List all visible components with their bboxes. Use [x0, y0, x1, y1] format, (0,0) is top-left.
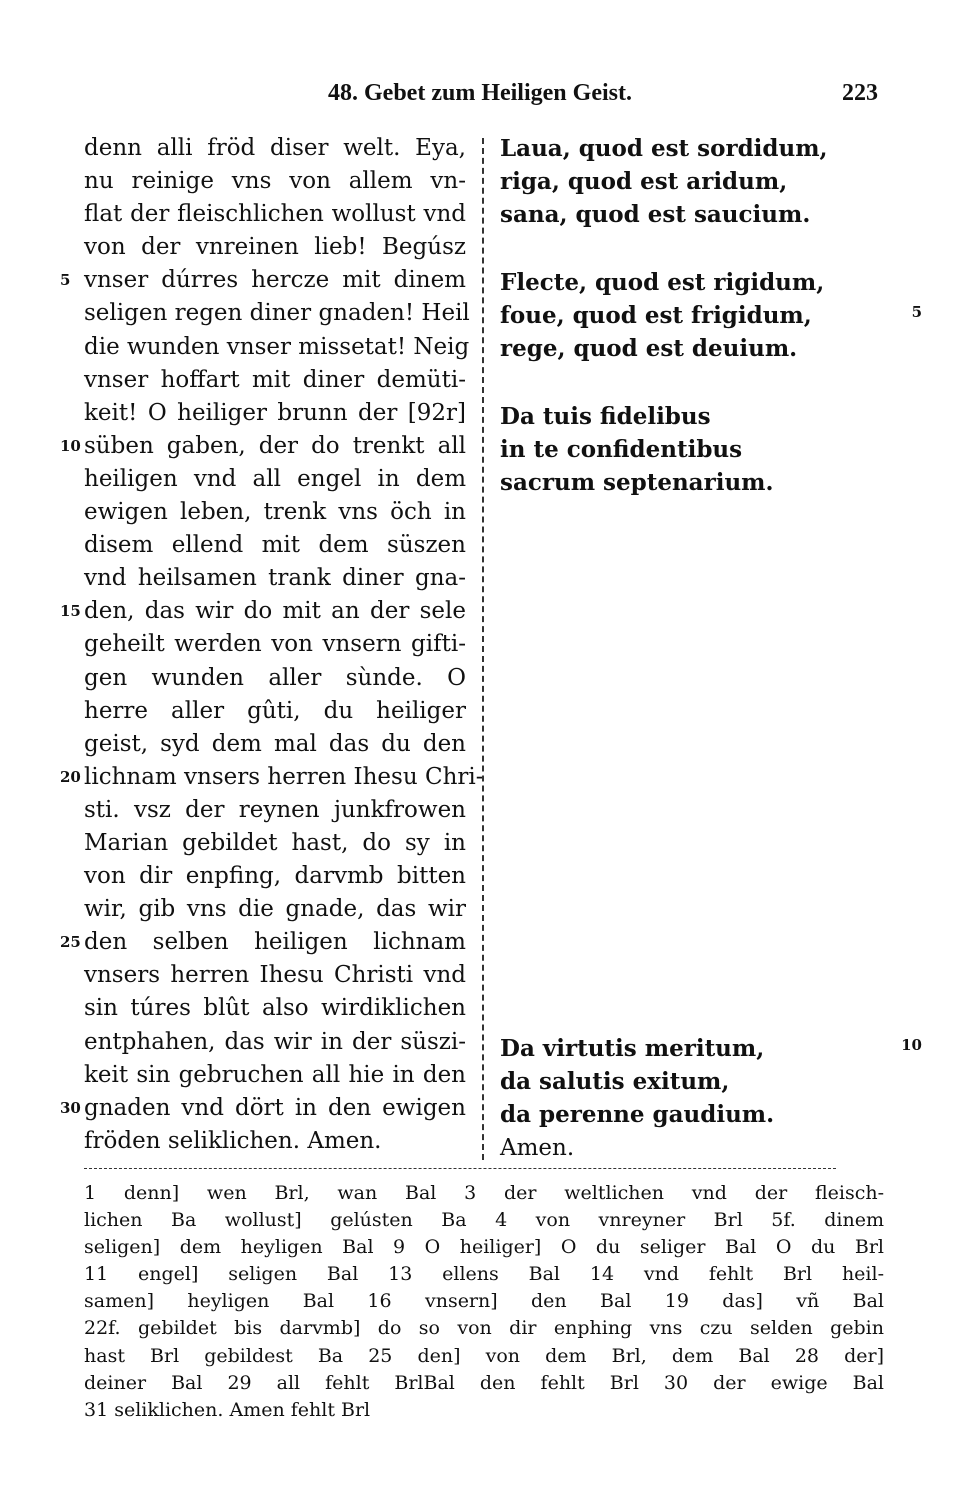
page-number: 223 [842, 80, 878, 106]
prose-line-text: gnaden vnd dört in den ewigen [84, 1094, 466, 1121]
prose-line-text: entphahen, das wir in der süszi- [84, 1028, 466, 1055]
prose-line-text: von der vnreinen lieb! Begúsz [84, 234, 466, 261]
prose-line [60, 430, 466, 463]
prose-line [84, 297, 470, 330]
verse-line: foue, quod est frigidum, [500, 302, 812, 330]
prose-line-text: fröden seliklichen. Amen. [84, 1127, 382, 1154]
prose-line [84, 1059, 466, 1092]
prose-line-text: heiligen vnd all engel in dem [84, 465, 466, 492]
footnote-line: seligen] dem heyligen Bal 9 O heiliger] O du seliger Bal O du Brl [84, 1236, 884, 1259]
prose-line-text: disem ellend mit dem süszen [84, 532, 466, 559]
verse-line: da perenne gaudium. [500, 1101, 775, 1129]
prose-line-text: geheilt werden von vnsern gifti- [84, 631, 466, 658]
prose-line [60, 264, 466, 297]
column-divider [482, 138, 484, 1160]
prose-line [84, 562, 466, 595]
prose-line [60, 595, 466, 628]
line-number: 20 [60, 767, 81, 786]
prose-line [84, 628, 466, 661]
footnote-line: 22f. gebildet bis darvmb] do so von dir enphing vns czu selden gebin [84, 1317, 884, 1340]
prose-line-text: den, das wir do mit an der sele [84, 598, 466, 625]
prose-line [84, 397, 466, 430]
line-number: 15 [60, 602, 81, 621]
prose-line-text: seligen regen diner gnaden! Heil [84, 300, 470, 327]
prose-line [84, 728, 466, 761]
verse-line: Amen. [500, 1134, 575, 1161]
line-number: 5 [60, 271, 71, 290]
verse-line: Laua, quod est sordidum, [500, 135, 828, 162]
prose-line [84, 827, 466, 860]
footnote-line: samen] heyligen Bal 16 vnsern] den Bal 19 das] vñ Bal [84, 1290, 884, 1313]
verse-line-number: 10 [901, 1036, 922, 1054]
line-number: 25 [60, 933, 81, 952]
prose-line-text: vnser hoffart mit diner demüti- [84, 366, 466, 393]
footnote-rule [84, 1168, 836, 1169]
footnote-line: 11 engel] seligen Bal 13 ellens Bal 14 vnd fehlt Brl heil- [84, 1263, 884, 1286]
prose-line-text: gen wunden aller sùnde. O [84, 664, 466, 691]
prose-line [84, 992, 466, 1025]
prose-line-text: sti. vsz der reynen junkfrowen [84, 796, 466, 823]
prose-line-text: vnsers herren Ihesu Christi vnd [84, 962, 466, 989]
verse-line: riga, quod est aridum, [500, 168, 788, 196]
prose-line [84, 463, 466, 496]
verse-stanza [500, 266, 824, 366]
prose-line [84, 893, 466, 926]
verse-stanza [500, 132, 828, 232]
verse-line: sacrum septenarium. [500, 469, 774, 497]
verse-line: Da tuis fidelibus [500, 403, 711, 430]
prose-line [84, 165, 466, 198]
verse-line: Flecte, quod est rigidum, [500, 269, 825, 296]
prose-line [84, 695, 466, 728]
prose-line-text: lichnam vnsers herren Ihesu Chri- [84, 763, 484, 790]
prose-line [84, 794, 466, 827]
line-number: 10 [60, 436, 81, 455]
prose-line-text: von dir enpfing, darvmb bitten [84, 863, 466, 890]
verse-line: rege, quod est deuium. [500, 335, 798, 363]
prose-line-text: süben gaben, der do trenkt all [84, 432, 466, 459]
prose-line [84, 231, 466, 264]
prose-line-text: den selben heiligen lichnam [84, 929, 466, 956]
prose-line-text: wir, gib vns die gnade, das wir [84, 896, 466, 923]
prose-line-text: denn alli fröd diser welt. Eya, [84, 135, 466, 161]
verse-line-number: 5 [911, 303, 922, 321]
prose-line-text: herre aller gûti, du heiliger [84, 697, 466, 724]
running-header-title: 48. Gebet zum Heiligen Geist. [328, 80, 632, 106]
prose-line [84, 529, 466, 562]
prose-line-text: keit sin gebruchen all hie in den [84, 1061, 466, 1088]
prose-line-text: sin túres blût also wirdiklichen [84, 995, 466, 1022]
prose-line [60, 926, 466, 959]
footnote-line: 1 denn] wen Brl, wan Bal 3 der weltlichen vnd der fleisch- [84, 1182, 884, 1204]
prose-line [60, 761, 484, 794]
prose-line-text: keit! O heiliger brunn der [92r] [84, 399, 466, 426]
verse-line: Da virtutis meritum, [500, 1035, 765, 1062]
prose-line [84, 364, 466, 397]
verse-line: da salutis exitum, [500, 1068, 730, 1096]
prose-line [84, 132, 466, 165]
footnote-line: hast Brl gebildest Ba 25 den] von dem Brl, dem Bal 28 der] [84, 1344, 884, 1367]
prose-line-text: vnser dúrres hercze mit dinem [84, 267, 466, 294]
prose-line-text: flat der fleischlichen wollust vnd [84, 201, 466, 228]
prose-line-text: vnd heilsamen trank diner gna- [84, 565, 466, 592]
prose-line [84, 959, 466, 992]
prose-line [84, 496, 466, 529]
verse-stanza [500, 1032, 774, 1165]
verse-line: sana, quod est saucium. [500, 201, 811, 229]
prose-line [60, 1092, 466, 1125]
prose-line [84, 1026, 466, 1059]
prose-line [84, 331, 470, 364]
verse-stanza [500, 400, 774, 500]
prose-line-text: die wunden vnser missetat! Neig [84, 333, 470, 360]
prose-line [84, 198, 466, 231]
prose-line [84, 662, 466, 695]
prose-line-text: geist, syd dem mal das du den [84, 730, 466, 757]
line-number: 30 [60, 1098, 81, 1117]
footnote-line: deiner Bal 29 all fehlt BrlBal den fehlt Brl 30 der ewige Bal [84, 1371, 884, 1394]
critical-apparatus [84, 1180, 884, 1424]
german-prose-column [60, 132, 484, 1158]
prose-line-text: nu reinige vns von allem vn- [84, 168, 466, 195]
footnote-line: 31 seliklichen. Amen fehlt Brl [84, 1398, 371, 1421]
verse-line: in te confidentibus [500, 436, 743, 464]
footnote-line: lichen Ba wollust] gelústen Ba 4 von vnreyner Brl 5f. dinem [84, 1209, 884, 1232]
prose-line [84, 860, 466, 893]
prose-line-text: Marian gebildet hast, do sy in [84, 829, 466, 856]
prose-line [84, 1125, 466, 1158]
prose-line-text: ewigen leben, trenk vns öch in [84, 499, 466, 526]
